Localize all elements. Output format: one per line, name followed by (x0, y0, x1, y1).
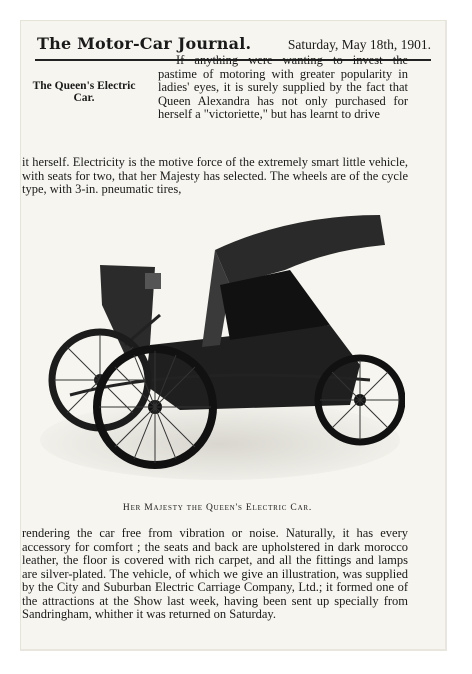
rear-right-wheel (318, 358, 402, 442)
article-conclusion-paragraph: rendering the car free from vibration or noise. Naturally, it has every accessory for comfort ; the seats and back are upholstered in dark morocco leather, the floor is covered with rich carpet, and all the fittings and lamps are silver-plated. The vehicle, of which we give an illustration, was supplied by the City and Suburban Electric Carriage Company, Ltd.; it formed one of the attractions at the Show last week, having been sent up specially from Sandringham, whither it was returned on Saturday. (22, 526, 408, 621)
front-left-wheel (97, 349, 213, 465)
issue-date: Saturday, May 18th, 1901. (287, 37, 431, 52)
figure-caption: Her Majesty the Queen's Electric Car. (122, 503, 313, 513)
lamp (145, 273, 161, 289)
article-sidehead: The Queen's Electric Car. (32, 80, 136, 104)
article-intro-paragraph: If anything were wanting to invest the pastime of motoring with greater popularity in ladies' eyes, it is surely supplied by the fact that Queen Alexandra has not only purchased for herself a "victoriette," but has learnt to drive (158, 53, 408, 121)
car-body (145, 325, 360, 410)
car-illustration (30, 205, 405, 495)
journal-title: The Motor-Car Journal. (37, 34, 252, 53)
electric-car-photo (30, 205, 405, 495)
car-hood (215, 215, 385, 285)
article-continuation-paragraph: it herself. Electricity is the motive force of the extremely smart little vehicle, with seats for two, that her Majesty has selected. The wheels are of the cycle type, with 3-in. pneumatic tires, (22, 155, 408, 196)
